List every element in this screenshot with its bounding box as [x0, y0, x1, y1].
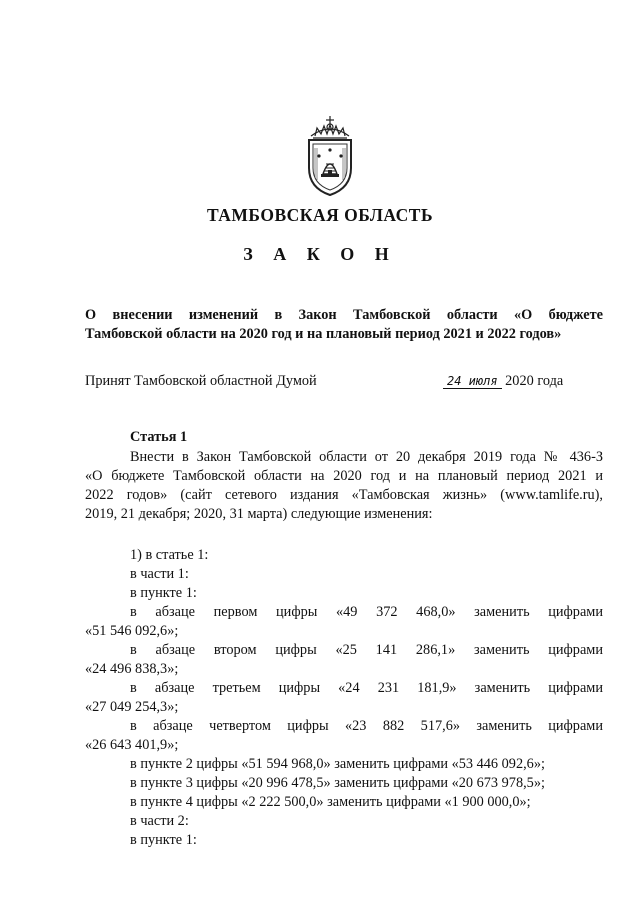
list-item: в абзаце третьем цифры «24 231 181,9» заменить цифрами — [130, 680, 603, 696]
article-intro — [85, 448, 603, 524]
article-intro-line: 2022 годов» (сайт сетевого издания «Тамбовская жизнь» (www.tamlife.ru), — [85, 487, 603, 503]
adoption-label: Принят Тамбовской областной Думой — [85, 373, 317, 389]
list-item: «24 496 838,3»; — [85, 661, 179, 677]
list-item: в пункте 1: — [130, 585, 197, 601]
law-subject-line: Тамбовской области на 2020 год и на плановый период 2021 и 2022 годов» — [85, 326, 562, 342]
tambov-coat-of-arms-icon — [297, 112, 363, 198]
list-item: «26 643 401,9»; — [85, 737, 179, 753]
scan-margin-mark — [626, 86, 634, 206]
handwritten-date: 24 июля — [443, 374, 502, 389]
document-type-title: З А К О Н — [243, 244, 397, 264]
article-intro-line: «О бюджете Тамбовской области на 2020 год и на плановый период 2021 и — [85, 468, 603, 484]
list-item: в части 2: — [130, 813, 189, 829]
list-item: в пункте 4 цифры «2 222 500,0» заменить цифрами «1 900 000,0»; — [130, 794, 531, 810]
amendments-list — [85, 546, 603, 850]
law-subject — [85, 306, 603, 344]
adoption-date — [443, 373, 563, 390]
list-item: в абзаце четвертом цифры «23 882 517,6» заменить цифрами — [130, 718, 603, 734]
list-item: «27 049 254,3»; — [85, 699, 179, 715]
list-item: «51 546 092,6»; — [85, 623, 179, 639]
list-item: в абзаце первом цифры «49 372 468,0» заменить цифрами — [130, 604, 603, 620]
article-title: Статья 1 — [130, 429, 188, 445]
adoption-year: 2020 года — [505, 373, 564, 389]
list-item: 1) в статье 1: — [130, 547, 209, 563]
list-item: в части 1: — [130, 566, 189, 582]
region-title: ТАМБОВСКАЯ ОБЛАСТЬ — [206, 205, 434, 225]
article-intro-line: Внести в Закон Тамбовской области от 20 декабря 2019 года № 436-З — [130, 449, 603, 465]
law-subject-line: О внесении изменений в Закон Тамбовской области «О бюджете — [85, 307, 603, 323]
list-item: в пункте 1: — [130, 832, 197, 848]
list-item: в пункте 3 цифры «20 996 478,5» заменить цифрами «20 673 978,5»; — [130, 775, 545, 791]
list-item: в пункте 2 цифры «51 594 968,0» заменить цифрами «53 446 092,6»; — [130, 756, 545, 772]
list-item: в абзаце втором цифры «25 141 286,1» заменить цифрами — [130, 642, 603, 658]
article-intro-line: 2019, 21 декабря; 2020, 31 марта) следующие изменения: — [85, 506, 433, 522]
